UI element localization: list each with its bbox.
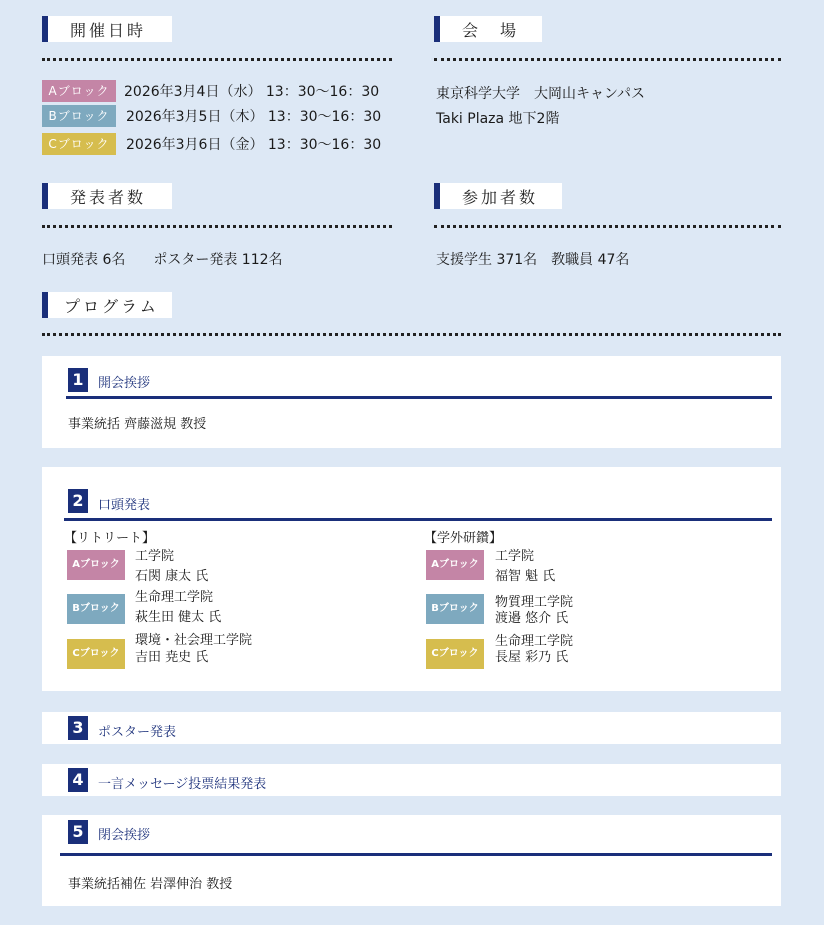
block-a-badge: Aブロック xyxy=(42,80,116,102)
section-header-program xyxy=(42,292,172,318)
program-item-5 xyxy=(42,815,781,906)
item-title: 開会挨拶 xyxy=(98,376,151,391)
retreat-heading: 【リトリート】 xyxy=(64,531,156,546)
item-number: 5 xyxy=(68,820,88,844)
schedule-text: 2026年3月4日（水） 13：30〜16：30 xyxy=(124,84,380,100)
block-a-badge: Aブロック xyxy=(426,550,484,580)
speaker-affiliation: 生命理工学院 xyxy=(495,634,574,649)
dotted-divider xyxy=(42,58,392,61)
program-item-3 xyxy=(42,712,781,744)
dotted-divider xyxy=(42,225,392,228)
section-title: 参加者数 xyxy=(462,187,539,207)
item-body: 事業統括補佐 岩澤伸治 教授 xyxy=(68,877,233,892)
speaker-name: 長屋 彩乃 氏 xyxy=(495,650,569,665)
speaker-name: 福智 魁 氏 xyxy=(495,569,556,584)
presenters-count: 口頭発表 6名 ポスター発表 112名 xyxy=(42,252,283,268)
schedule-text: 2026年3月5日（木） 13：30〜16：30 xyxy=(126,109,382,125)
item-number: 4 xyxy=(68,768,88,792)
section-header-participants xyxy=(434,183,562,209)
dotted-divider xyxy=(434,58,781,61)
block-a-badge: Aブロック xyxy=(67,550,125,580)
schedule-row-a xyxy=(42,80,379,102)
title-rule xyxy=(60,853,772,856)
item-number: 1 xyxy=(68,368,88,392)
dotted-divider xyxy=(434,225,781,228)
block-b-badge: Bブロック xyxy=(42,105,116,127)
item-title: 閉会挨拶 xyxy=(98,828,151,843)
item-title: 口頭発表 xyxy=(98,498,151,513)
schedule-text: 2026年3月6日（金） 13：30〜16：30 xyxy=(126,137,382,153)
program-item-1 xyxy=(42,356,781,448)
section-title: 開催日時 xyxy=(70,20,147,40)
schedule-row-c xyxy=(42,133,381,155)
program-item-2 xyxy=(42,467,781,691)
speaker-affiliation: 物質理工学院 xyxy=(495,595,574,610)
speaker-affiliation: 工学院 xyxy=(135,549,175,564)
speaker-name: 吉田 尭史 氏 xyxy=(135,650,209,665)
program-item-4 xyxy=(42,764,781,796)
venue-line: 東京科学大学 大岡山キャンパス xyxy=(436,86,646,102)
venue-line: Taki Plaza 地下2階 xyxy=(436,111,560,127)
speaker-name: 石関 康太 氏 xyxy=(135,569,209,584)
speaker-affiliation: 工学院 xyxy=(495,549,535,564)
item-title: ポスター発表 xyxy=(98,725,177,740)
section-header-presenters xyxy=(42,183,172,209)
section-title: 発表者数 xyxy=(70,187,147,207)
section-header-venue xyxy=(434,16,542,42)
item-body: 事業統括 齊藤滋規 教授 xyxy=(68,417,207,432)
external-training-heading: 【学外研鑽】 xyxy=(424,531,503,546)
section-header-datetime xyxy=(42,16,172,42)
block-c-badge: Cブロック xyxy=(67,639,125,669)
speaker-affiliation: 生命理工学院 xyxy=(135,590,214,605)
block-c-badge: Cブロック xyxy=(42,133,116,155)
title-rule xyxy=(64,518,772,521)
speaker-name: 渡邉 悠介 氏 xyxy=(495,611,569,626)
item-number: 3 xyxy=(68,716,88,740)
speaker-name: 萩生田 健太 氏 xyxy=(135,610,222,625)
title-rule xyxy=(66,396,772,399)
schedule-row-b xyxy=(42,105,381,127)
speaker-affiliation: 環境・社会理工学院 xyxy=(135,633,253,648)
section-title: 会 場 xyxy=(462,20,520,40)
item-title: 一言メッセージ投票結果発表 xyxy=(98,777,267,792)
item-number: 2 xyxy=(68,489,88,513)
dotted-divider xyxy=(42,333,781,336)
block-c-badge: Cブロック xyxy=(426,639,484,669)
block-b-badge: Bブロック xyxy=(67,594,125,624)
section-title: プログラム xyxy=(64,296,159,316)
participants-count: 支援学生 371名 教職員 47名 xyxy=(436,252,630,268)
block-b-badge: Bブロック xyxy=(426,594,484,624)
